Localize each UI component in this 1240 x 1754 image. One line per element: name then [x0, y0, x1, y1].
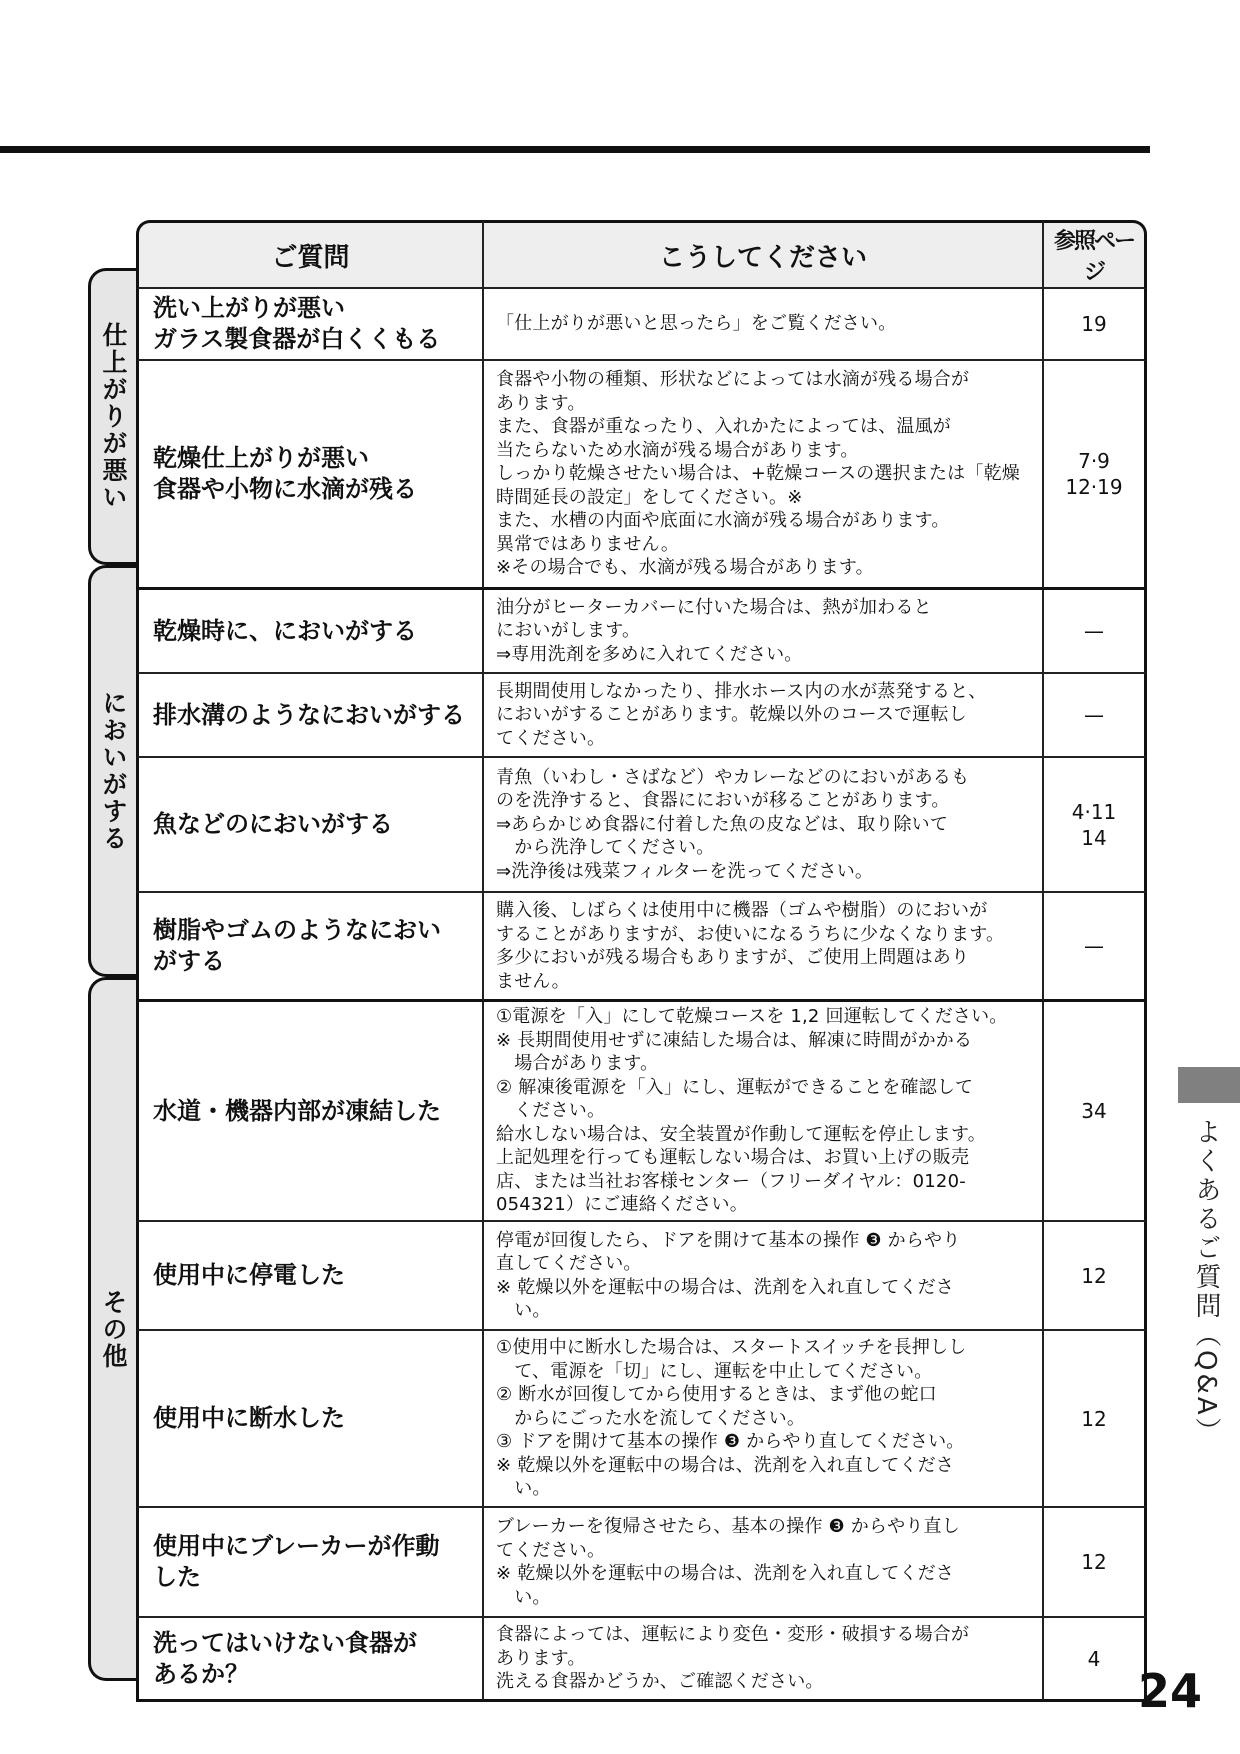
- ref-page-cell: 19: [1044, 289, 1147, 361]
- index-tab-label: よくあるご質問（Q&A）: [1191, 1118, 1221, 1447]
- ref-page-cell: —: [1044, 893, 1147, 1002]
- answer-cell: 油分がヒーターカバーに付いた場合は、熱が加わると においがします。 ⇒専用洗剤を多めに入れてください。: [484, 590, 1044, 674]
- top-rule: [0, 146, 1150, 153]
- table-row: [136, 758, 1147, 893]
- ref-page-cell: 7·9 12·19: [1044, 361, 1147, 590]
- question-cell: 排水溝のようなにおいがする: [136, 674, 484, 758]
- qa-table: [136, 220, 1147, 1702]
- table-row: [136, 1508, 1147, 1618]
- answer-cell: 食器によっては、運転により変色・変形・破損する場合が あります。 洗える食器かどうか、ご確認ください。: [484, 1618, 1044, 1702]
- table-header-row: [136, 220, 1147, 289]
- table-row: [136, 289, 1147, 361]
- section-label: その他: [99, 1288, 128, 1370]
- answer-cell: 青魚（いわし・さばなど）やカレーなどのにおいがあるも のを洗浄すると、食器ににおいが移ることがあります。 ⇒あらかじめ食器に付着した魚の皮などは、取り除いて から洗浄してください。 ⇒洗浄後は残菜フィルターを洗ってください。: [484, 758, 1044, 893]
- answer-cell: 停電が回復したら、ドアを開けて基本の操作 ❸ からやり 直してください。 ※ 乾燥以外を運転中の場合は、洗剤を入れ直してくださ い。: [484, 1222, 1044, 1331]
- answer-cell: 食器や小物の種類、形状などによっては水滴が残る場合が あります。 また、食器が重なったり、入れかたによっては、温風が 当たらないため水滴が残る場合があります。 しっかり乾燥させたい場合は、+乾燥コースの選択または「乾燥 時間延長の設定」をしてください。※ また、水槽の内面や底面に水滴が残る場合があります。 異常ではありません。 ※その場合でも、水滴が残る場合があります。: [484, 361, 1044, 590]
- ref-page-cell: 4: [1044, 1618, 1147, 1702]
- question-cell: 使用中に停電した: [136, 1222, 484, 1331]
- table-row: [136, 1331, 1147, 1508]
- section-label: においがする: [99, 690, 128, 852]
- table-row: [136, 590, 1147, 674]
- index-tab-marker: [1178, 1067, 1240, 1103]
- section-label: 仕上がりが悪い: [99, 322, 128, 511]
- question-cell: 洗い上がりが悪い ガラス製食器が白くくもる: [136, 289, 484, 361]
- answer-cell: 長期間使用しなかったり、排水ホース内の水が蒸発すると、 においがすることがあります。乾燥以外のコースで運転し てください。: [484, 674, 1044, 758]
- table-row: [136, 361, 1147, 590]
- ref-page-cell: —: [1044, 590, 1147, 674]
- section-tab-other: [88, 977, 136, 1681]
- page-number: 24: [1138, 1664, 1203, 1718]
- table-row: [136, 1002, 1147, 1222]
- question-cell: 洗ってはいけない食器が あるか？: [136, 1618, 484, 1702]
- table-row: [136, 1222, 1147, 1331]
- question-cell: 乾燥時に、においがする: [136, 590, 484, 674]
- answer-cell: ①電源を「入」にして乾燥コースを 1,2 回運転してください。 ※ 長期間使用せずに凍結した場合は、解凍に時間がかかる 場合があります。 ② 解凍後電源を「入」にし、運転ができることを確認して ください。 給水しない場合は、安全装置が作動して運転を停止します。 上記処理を行っても運転しない場合は、お買い上げの販売 店、または当社お客様センター（フリーダイヤル：0120- 054321）にご連絡ください。: [484, 1002, 1044, 1222]
- section-tab-finish: [88, 268, 136, 565]
- ref-page-cell: 4·11 14: [1044, 758, 1147, 893]
- table-row: [136, 674, 1147, 758]
- question-cell: 樹脂やゴムのようなにおい がする: [136, 893, 484, 1002]
- question-cell: 水道・機器内部が凍結した: [136, 1002, 484, 1222]
- header-ref-page: 参照ページ: [1044, 220, 1147, 289]
- question-cell: 乾燥仕上がりが悪い 食器や小物に水滴が残る: [136, 361, 484, 590]
- ref-page-cell: —: [1044, 674, 1147, 758]
- ref-page-cell: 12: [1044, 1222, 1147, 1331]
- header-question: ご質問: [136, 220, 484, 289]
- ref-page-cell: 12: [1044, 1331, 1147, 1508]
- ref-page-cell: 12: [1044, 1508, 1147, 1618]
- section-tab-odor: [88, 565, 136, 977]
- question-cell: 魚などのにおいがする: [136, 758, 484, 893]
- header-answer: こうしてください: [484, 220, 1044, 289]
- question-cell: 使用中にブレーカーが作動 した: [136, 1508, 484, 1618]
- answer-cell: ①使用中に断水した場合は、スタートスイッチを長押しし て、電源を「切」にし、運転を中止してください。 ② 断水が回復してから使用するときは、まず他の蛇口 からにごった水を流してください。 ③ ドアを開けて基本の操作 ❸ からやり直してください。 ※ 乾燥以外を運転中の場合は、洗剤を入れ直してくださ い。: [484, 1331, 1044, 1508]
- question-cell: 使用中に断水した: [136, 1331, 484, 1508]
- table-row: [136, 1618, 1147, 1702]
- answer-cell: 「仕上がりが悪いと思ったら」をご覧ください。: [484, 289, 1044, 361]
- ref-page-cell: 34: [1044, 1002, 1147, 1222]
- table-row: [136, 893, 1147, 1002]
- answer-cell: 購入後、しばらくは使用中に機器（ゴムや樹脂）のにおいが することがありますが、お使いになるうちに少なくなります。 多少においが残る場合もありますが、ご使用上問題はあり ません。: [484, 893, 1044, 1002]
- answer-cell: ブレーカーを復帰させたら、基本の操作 ❸ からやり直し てください。 ※ 乾燥以外を運転中の場合は、洗剤を入れ直してくださ い。: [484, 1508, 1044, 1618]
